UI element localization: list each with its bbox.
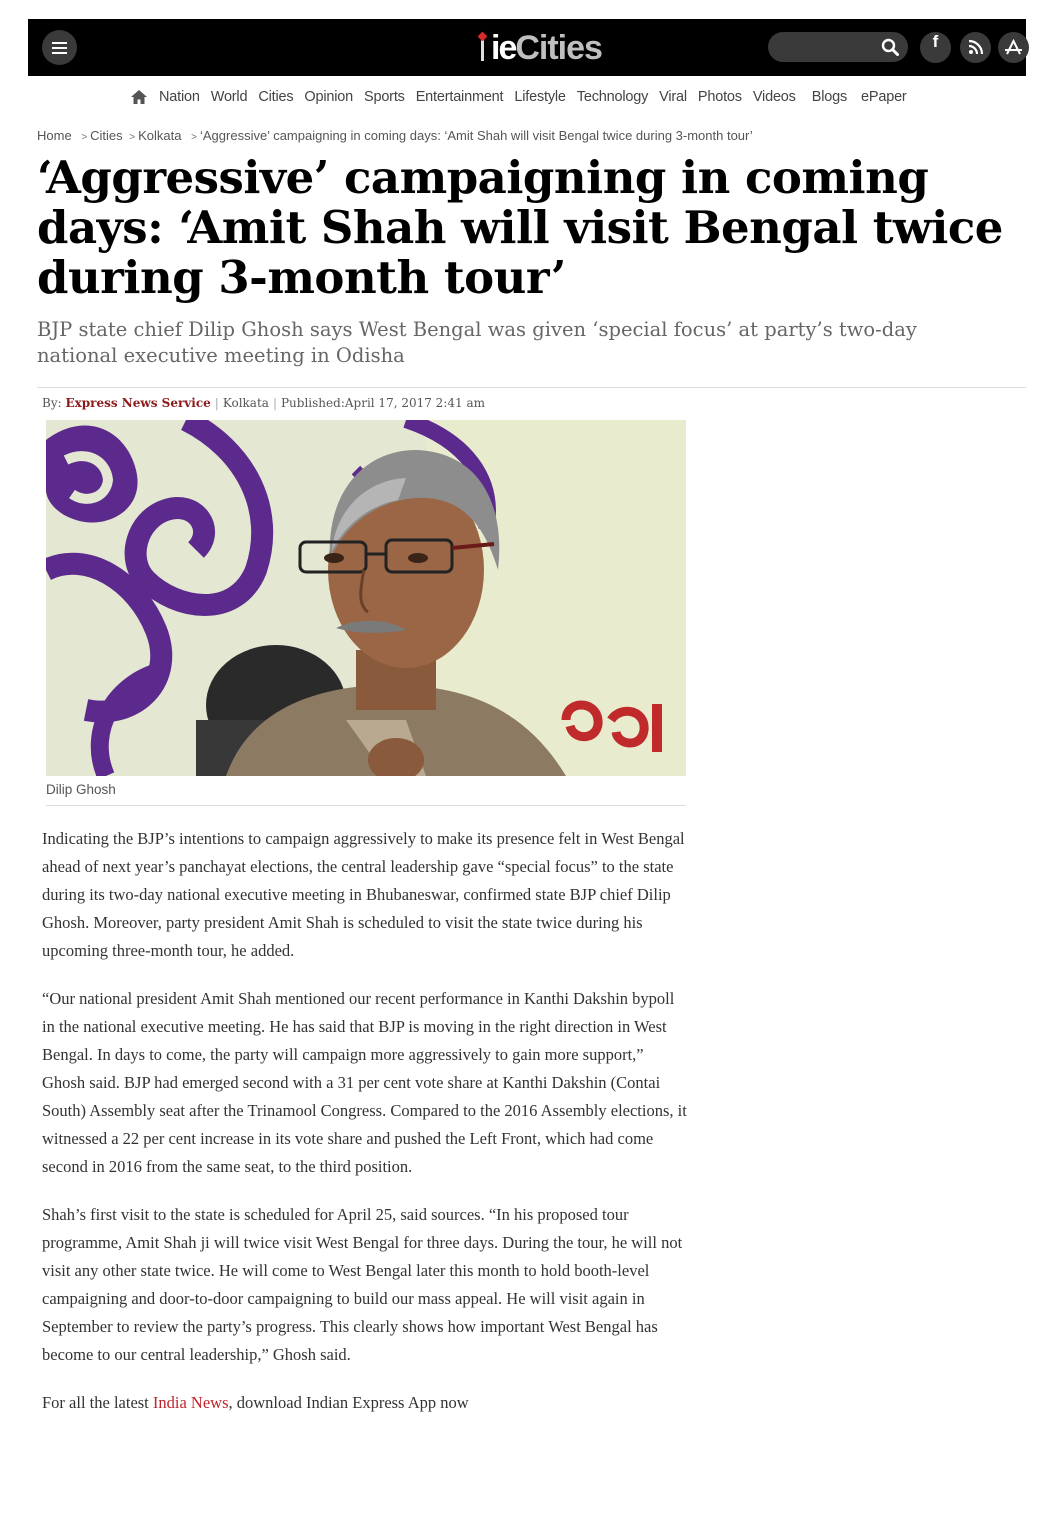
nav-item-sports[interactable]: Sports — [363, 89, 405, 105]
nav-item-blogs[interactable]: Blogs — [811, 89, 847, 105]
byline-separator: | — [214, 396, 219, 410]
published-date: April 17, 2017 2:41 am — [344, 396, 485, 410]
byline — [42, 396, 485, 410]
breadcrumb-separator: > — [129, 132, 136, 143]
logo-cities-text: Cities — [515, 28, 602, 67]
caption-divider — [46, 805, 686, 806]
nav-item-world[interactable]: World — [210, 89, 248, 105]
search-icon[interactable] — [881, 38, 899, 56]
top-bar — [28, 19, 1026, 76]
image-caption: Dilip Ghosh — [46, 782, 116, 797]
nav-item-photos[interactable]: Photos — [697, 89, 742, 105]
breadcrumb-separator: > — [81, 132, 88, 143]
hamburger-menu-icon[interactable] — [42, 30, 77, 65]
breadcrumb-cities[interactable]: Cities — [90, 128, 123, 143]
byline-separator: | — [272, 396, 277, 410]
site-logo[interactable] — [478, 26, 602, 70]
pen-logo-icon — [478, 33, 487, 63]
nav-item-viral[interactable]: Viral — [659, 89, 687, 105]
article-paragraph: Shah’s first visit to the state is scheduled for April 25, said sources. “In his proposed tour programme, Amit Shah ji will twice visit West Bengal for three days. During the tour, he will not visit any other state twice. He will come to West Bengal later this month to hold booth-level campaigning and door-to-door campaigning to build our mass appeal. He will visit again in September to review the party’s progress. This clearly shows how important West Bengal has become to our central leadership,” Ghosh said. — [42, 1205, 683, 1364]
article-paragraph: Indicating the BJP’s intentions to campaign aggressively to make its presence felt in West Bengal ahead of next year’s panchayat elections, the central leadership gave “special focus” to the state during its two-day national executive meeting in Bhubaneswar, confirmed state BJP chief Dilip Ghosh. Moreover, party president Amit Shah is scheduled to visit the state twice during his upcoming three-month tour, he added. — [42, 829, 685, 960]
divider — [37, 387, 1026, 388]
breadcrumb — [37, 128, 753, 143]
nav-item-epaper[interactable]: ePaper — [861, 89, 907, 105]
logo-ie-text: ie — [491, 28, 516, 67]
nav-item-videos[interactable]: Videos — [752, 89, 796, 105]
app-store-icon[interactable] — [998, 32, 1029, 63]
facebook-icon[interactable]: f — [920, 32, 951, 63]
article-subhead: BJP state chief Dilip Ghosh says West Bengal was given ‘special focus’ at party’s two-day national executive meeting in Odisha — [37, 318, 917, 367]
author-link[interactable]: Express News Service — [65, 396, 211, 410]
breadcrumb-separator: > — [191, 132, 197, 143]
article-paragraph: “Our national president Amit Shah mentioned our recent performance in Kanthi Dakshin bypoll in the national executive meeting. He has said that BJP is moving in the right direction in West Bengal. In days to come, the party will campaign more aggressively to gain more support,” Ghosh said. BJP had emerged second with a 31 per cent vote share at Kanthi Dakshin (Contai South) Assembly seat after the Trinamool Congress. Compared to the 2016 Assembly elections, it witnessed a 22 per cent increase in its vote share and pushed the Left Front, which had come second in 2016 from the same seat, to the third position. — [42, 989, 687, 1176]
breadcrumb-current: ‘Aggressive’ campaigning in coming days: ‘Amit Shah will visit Bengal twice during 3-month tour’ — [199, 128, 753, 143]
article-headline: ‘Aggressive’ campaigning in coming days: ‘Amit Shah will visit Bengal twice during 3-month tour’ — [37, 151, 1003, 304]
app-promo-paragraph — [42, 1389, 687, 1417]
nav-item-opinion[interactable]: Opinion — [304, 89, 353, 105]
nav-item-lifestyle[interactable]: Lifestyle — [514, 89, 566, 105]
rss-icon[interactable] — [960, 32, 991, 63]
search-box[interactable] — [768, 32, 908, 62]
lead-photo — [46, 420, 686, 776]
portrait-illustration — [46, 420, 686, 776]
nav-item-entertainment[interactable]: Entertainment — [415, 89, 504, 105]
published-label: Published: — [280, 396, 345, 410]
promo-text: , download Indian Express App now — [228, 1393, 469, 1412]
home-icon[interactable] — [130, 89, 148, 105]
promo-text: For all the latest — [42, 1393, 153, 1412]
breadcrumb-kolkata[interactable]: Kolkata — [138, 128, 182, 143]
byline-location: Kolkata — [222, 396, 269, 410]
nav-item-nation[interactable]: Nation — [159, 89, 200, 105]
india-news-link[interactable]: India News — [152, 1393, 229, 1412]
main-nav — [130, 86, 918, 108]
byline-prefix: By: — [42, 396, 62, 410]
nav-item-cities[interactable]: Cities — [258, 89, 294, 105]
nav-item-technology[interactable]: Technology — [576, 89, 649, 105]
article-body — [42, 825, 687, 1437]
breadcrumb-home[interactable]: Home — [37, 128, 72, 143]
